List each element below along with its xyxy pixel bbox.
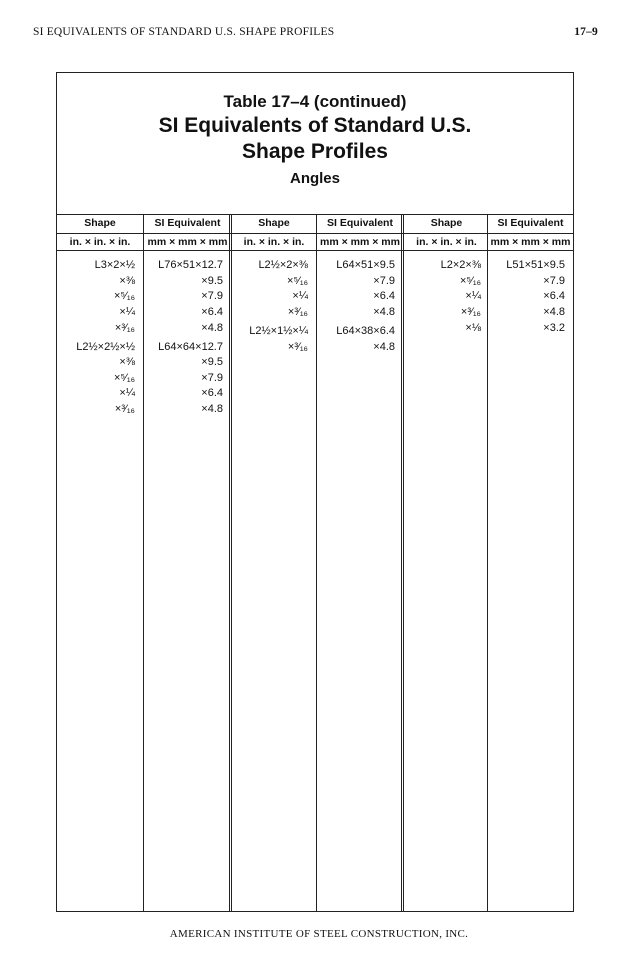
table-cell: ×¼ bbox=[119, 387, 135, 399]
table-subtitle: Angles bbox=[289, 170, 340, 187]
table-cell: ×4.8 bbox=[201, 322, 223, 334]
column-unit: in. × in. × in. bbox=[69, 236, 131, 248]
table-cell: ×³⁄₁₆ bbox=[287, 341, 308, 353]
table-cell: ×³⁄₁₆ bbox=[114, 403, 135, 415]
table-cell: ×¼ bbox=[119, 306, 135, 318]
table-cell: ×9.5 bbox=[201, 275, 223, 287]
table-column-shape-3 bbox=[401, 214, 489, 911]
table-cell: ×⅛ bbox=[465, 322, 481, 334]
table-cell: ×³⁄₁₆ bbox=[460, 306, 481, 318]
table-cell: L64×51×9.5 bbox=[336, 259, 395, 271]
table-number: Table 17–4 (continued) bbox=[223, 92, 407, 111]
table-cell: ×6.4 bbox=[201, 306, 223, 318]
table-titles bbox=[57, 91, 573, 189]
publisher-footer: AMERICAN INSTITUTE OF STEEL CONSTRUCTION, INC. bbox=[169, 928, 469, 940]
table-cell: L2½×2½×½ bbox=[76, 341, 135, 353]
table-cell: L2½×1½×¼ bbox=[249, 325, 308, 337]
table-cell: ×7.9 bbox=[543, 275, 565, 287]
column-header: SI Equivalent bbox=[154, 217, 221, 229]
table-cell: ×7.9 bbox=[373, 275, 395, 287]
table-cell: L76×51×12.7 bbox=[158, 259, 223, 271]
table-cell: ×⁵⁄₁₆ bbox=[114, 290, 135, 302]
table-column-si-2 bbox=[316, 214, 403, 911]
table-cell: ×⅜ bbox=[119, 356, 135, 368]
column-unit: mm × mm × mm bbox=[320, 236, 400, 248]
table-cell: L2½×2×⅜ bbox=[258, 259, 308, 271]
column-header: SI Equivalent bbox=[327, 217, 393, 229]
table-cell: ×4.8 bbox=[543, 306, 565, 318]
running-head-title: SI EQUIVALENTS OF STANDARD U.S. SHAPE PROFILES bbox=[33, 26, 335, 38]
column-unit: in. × in. × in. bbox=[243, 236, 305, 248]
table-cell: ×6.4 bbox=[543, 290, 565, 302]
table-column-si-3 bbox=[487, 214, 573, 911]
table-cell: L2×2×⅜ bbox=[440, 259, 481, 271]
table-column-si-1 bbox=[143, 214, 231, 911]
table-cell: ×4.8 bbox=[201, 403, 223, 415]
table-column-shape-2 bbox=[229, 214, 316, 911]
table-cell: ×7.9 bbox=[201, 372, 223, 384]
table-title-line-1: SI Equivalents of Standard U.S. bbox=[158, 114, 472, 137]
table-cell: ×⁵⁄₁₆ bbox=[460, 275, 481, 287]
table-cell: ×¼ bbox=[292, 290, 308, 302]
table-cell: ×⅜ bbox=[119, 275, 135, 287]
table-cell: ×4.8 bbox=[373, 306, 395, 318]
table-cell: ×9.5 bbox=[201, 356, 223, 368]
column-unit: mm × mm × mm bbox=[490, 236, 571, 248]
table-column-shape-1 bbox=[57, 214, 143, 911]
angles-table bbox=[57, 214, 573, 911]
column-unit: mm × mm × mm bbox=[147, 236, 228, 248]
column-header: Shape bbox=[84, 217, 116, 229]
table-title-line-2: Shape Profiles bbox=[242, 140, 388, 163]
page-number: 17–9 bbox=[574, 26, 598, 38]
table-cell: ×³⁄₁₆ bbox=[114, 322, 135, 334]
column-header: SI Equivalent bbox=[497, 217, 564, 229]
table-cell: ×³⁄₁₆ bbox=[287, 306, 308, 318]
table-cell: ×⁵⁄₁₆ bbox=[114, 372, 135, 384]
table-cell: ×7.9 bbox=[201, 290, 223, 302]
table-cell: ×6.4 bbox=[373, 290, 395, 302]
table-cell: L3×2×½ bbox=[94, 259, 135, 271]
table-cell: L51×51×9.5 bbox=[506, 259, 565, 271]
running-head bbox=[33, 26, 598, 42]
table-cell: ×4.8 bbox=[373, 341, 395, 353]
column-unit: in. × in. × in. bbox=[416, 236, 477, 248]
table-frame bbox=[56, 72, 574, 912]
table-cell: L64×38×6.4 bbox=[336, 325, 395, 337]
table-cell: ×6.4 bbox=[201, 387, 223, 399]
table-cell: L64×64×12.7 bbox=[158, 341, 223, 353]
table-cell: ×⁵⁄₁₆ bbox=[287, 275, 308, 287]
table-cell: ×3.2 bbox=[543, 322, 565, 334]
table-cell: ×¼ bbox=[465, 290, 481, 302]
column-header: Shape bbox=[258, 217, 290, 229]
column-header: Shape bbox=[430, 217, 463, 229]
